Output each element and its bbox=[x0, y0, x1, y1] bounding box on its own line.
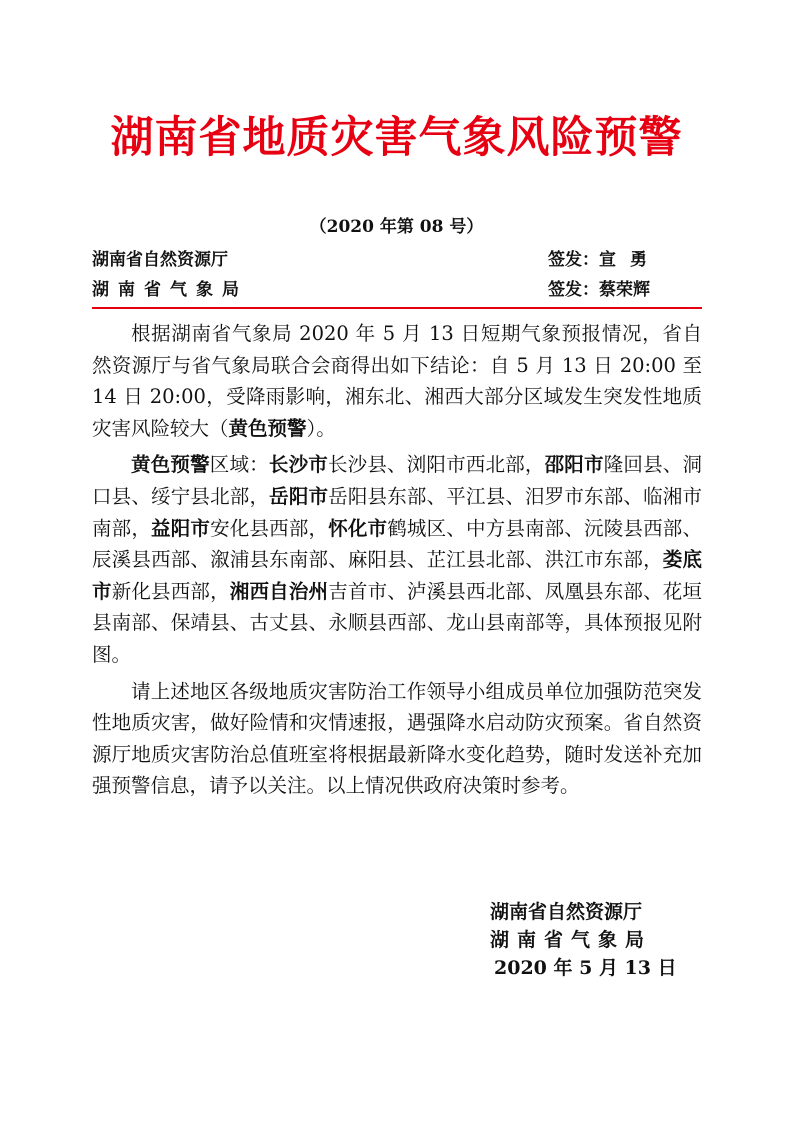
area-list: 长沙县、浏阳市西北部， bbox=[327, 453, 545, 477]
area-list: 新化县西部， bbox=[111, 579, 230, 603]
city-name: 娄底市 bbox=[92, 548, 702, 603]
footer-signature bbox=[490, 898, 677, 982]
warning-label: 黄色预警 bbox=[131, 453, 210, 477]
document-number: （2020 年第 08 号） bbox=[309, 217, 484, 237]
paragraph-text: 区域： bbox=[209, 453, 269, 477]
signatory-2 bbox=[548, 275, 650, 300]
red-divider bbox=[92, 307, 702, 309]
area-list: 鹤城区、中方县南部、沅陵县西部、辰溪县西部、溆浦县东南部、麻阳县、芷江县北部、洪江市东部， bbox=[92, 516, 702, 572]
city-name: 长沙市 bbox=[268, 453, 328, 477]
paragraph-forecast-conclusion bbox=[92, 318, 702, 444]
paragraph-instructions: 请上述地区各级地质灾害防治工作领导小组成员单位加强防范突发性地质灾害，做好险情和灾情速报，遇强降水启动防灾预案。省自然资源厅地质灾害防治总值班室将根据最新降水变化趋势，随时发送补充加强预警信息，请予以关注。以上情况供政府决策时参考。 bbox=[92, 679, 702, 798]
footer-org-natural-resources: 湖南省自然资源厅 bbox=[490, 901, 643, 923]
paragraph-text: 根据湖南省气象局 2020 年 5 月 13 日短期气象预报情况，省自然资源厅与省气象局联合会商得出如下结论：自 5 月 13 日 20:00 至 14 日 20:00，受降雨影响，湘东北、湘西大部分区域发生突发性地质灾害风险较大（ bbox=[92, 322, 702, 440]
city-name: 怀化市 bbox=[328, 516, 388, 540]
issuer-natural-resources: 湖南省自然资源厅 bbox=[92, 250, 228, 270]
paragraph-text: ）。 bbox=[306, 416, 336, 440]
city-name: 邵阳市 bbox=[544, 453, 604, 477]
area-list: 吉首市、泸溪县西北部、凤凰县东部、花垣县南部、保靖县、古丈县、永顺县西部、龙山县南部等，具体预报见附图。 bbox=[92, 579, 702, 666]
signatory-1-name: 宣勇 bbox=[599, 250, 661, 270]
document-title: 湖南省地质灾害气象风险预警 bbox=[110, 113, 683, 163]
document-body bbox=[92, 318, 702, 807]
signatory-2-name: 蔡荣辉 bbox=[599, 280, 650, 300]
signatory-1 bbox=[548, 245, 661, 270]
signatory-2-label: 签发： bbox=[548, 280, 599, 300]
city-name: 益阳市 bbox=[151, 516, 211, 540]
issuer-meteorological-bureau: 湖南省气象局 bbox=[92, 280, 248, 300]
city-name: 岳阳市 bbox=[269, 484, 329, 508]
area-list: 隆回县、洞口县、绥宁县北部， bbox=[92, 453, 702, 508]
footer-org-meteorological: 湖南省气象局 bbox=[490, 929, 653, 951]
city-name: 湘西自治州 bbox=[229, 579, 329, 603]
footer-date: 2020 年 5 月 13 日 bbox=[494, 957, 677, 979]
area-list: 岳阳县东部、平江县、汨罗市东部、临湘市南部， bbox=[92, 484, 702, 540]
signatory-1-label: 签发： bbox=[548, 250, 599, 270]
warning-level: 黄色预警 bbox=[228, 416, 307, 440]
area-list: 安化县西部， bbox=[210, 516, 329, 540]
paragraph-warning-areas bbox=[92, 449, 702, 670]
